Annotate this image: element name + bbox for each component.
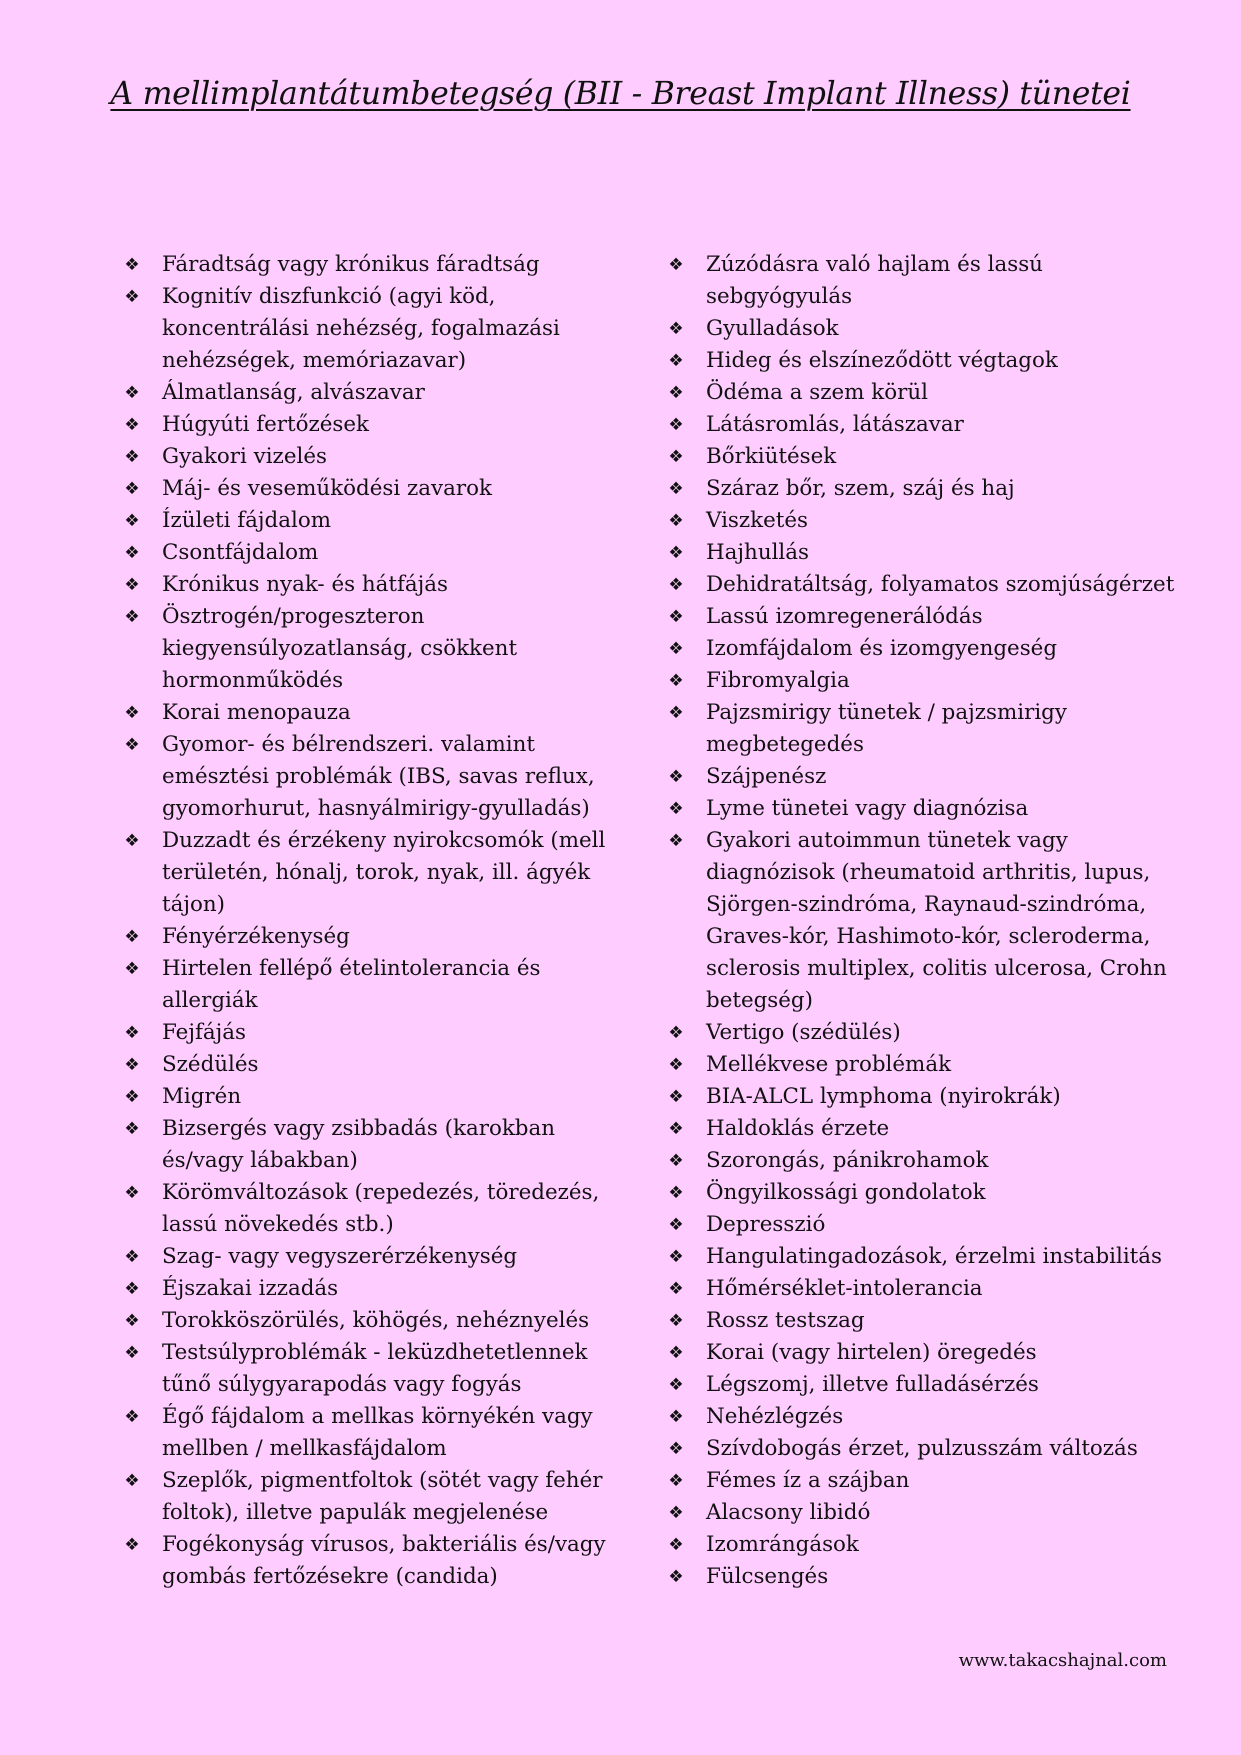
list-item-text: Hideg és elszíneződött végtagok [706,348,1058,373]
list-item [668,825,1188,1017]
list-item-text: Húgyúti fertőzések [162,412,370,437]
diamond-dots-bullet-icon: ❖ [124,927,140,947]
list-item [668,1561,1188,1593]
list-item [124,601,624,697]
list-item-text: Szívdobogás érzet, pulzusszám változás [706,1436,1138,1461]
list-item-text: Körömváltozások (repedezés, töredezés, lassú növekedés stb.) [162,1180,600,1237]
diamond-dots-bullet-icon: ❖ [124,1183,140,1203]
list-item-text: Kognitív diszfunkció (agyi köd, koncentrálási nehézség, fogalmazási nehézségek, memóriazavar) [162,284,560,373]
list-item-text: Fibromyalgia [706,668,850,693]
diamond-dots-bullet-icon: ❖ [124,1119,140,1139]
list-item-text: Gyomor- és bélrendszeri. valamint emésztési problémák (IBS, savas reflux, gyomorhurut, hasnyálmirigy-gyulladás) [162,732,595,821]
list-item [668,1241,1188,1273]
list-item-text: Szag- vagy vegyszerérzékenység [162,1244,518,1269]
diamond-dots-bullet-icon: ❖ [124,959,140,979]
list-item-text: Dehidratáltság, folyamatos szomjúságérzet [706,572,1175,597]
list-item-text: Duzzadt és érzékeny nyirokcsomók (mell területén, hónalj, torok, nyak, ill. ágyék tájon) [162,828,606,917]
diamond-dots-bullet-icon: ❖ [668,1087,684,1107]
list-item-text: Fogékonyság vírusos, bakteriális és/vagy gombás fertőzésekre (candida) [162,1532,606,1589]
list-item-text: Álmatlanság, alvászavar [162,380,425,405]
diamond-dots-bullet-icon: ❖ [668,351,684,371]
list-item [124,569,624,601]
list-item [124,697,624,729]
list-item-text: Máj- és veseműködési zavarok [162,476,492,501]
list-item [668,1529,1188,1561]
list-item-text: Krónikus nyak- és hátfájás [162,572,449,597]
list-item-text: Gyakori autoimmun tünetek vagy diagnózisok (rheumatoid arthritis, lupus, Sjörgen-szindróma, Raynaud-szindróma, Graves-kór, Hashimoto-kór, scleroderma, sclerosis multiplex, colitis ulcerosa, Crohn betegség) [706,828,1167,1013]
list-item [668,1049,1188,1081]
list-item [124,441,624,473]
symptom-list-left [124,249,624,1593]
diamond-dots-bullet-icon: ❖ [668,1311,684,1331]
page-title: A mellimplantátumbetegség (BII - Breast Implant Illness) tünetei [110,76,1131,112]
list-item [668,345,1188,377]
list-item-text: Korai (vagy hirtelen) öregedés [706,1340,1037,1365]
list-item-text: Migrén [162,1084,242,1109]
list-item [124,377,624,409]
list-item-text: Rossz testszag [706,1308,865,1333]
list-item-text: Haldoklás érzete [706,1116,890,1141]
diamond-dots-bullet-icon: ❖ [124,1343,140,1363]
list-item-text: Vertigo (szédülés) [706,1020,901,1045]
list-item-text: Lyme tünetei vagy diagnózisa [706,796,1029,821]
list-item-text: Szorongás, pánikrohamok [706,1148,989,1173]
list-item-text: Fáradtság vagy krónikus fáradtság [162,252,540,277]
diamond-dots-bullet-icon: ❖ [668,703,684,723]
diamond-dots-bullet-icon: ❖ [124,1535,140,1555]
diamond-dots-bullet-icon: ❖ [668,479,684,499]
list-item [124,1529,624,1593]
diamond-dots-bullet-icon: ❖ [668,1567,684,1587]
list-item [124,473,624,505]
diamond-dots-bullet-icon: ❖ [668,1023,684,1043]
list-item-text: Csontfájdalom [162,540,319,565]
list-item-text: Hőmérséklet-intolerancia [706,1276,983,1301]
list-item-text: Ösztrogén/progeszteron kiegyensúlyozatlanság, csökkent hormonműködés [162,604,518,693]
list-item [668,1433,1188,1465]
diamond-dots-bullet-icon: ❖ [124,1311,140,1331]
list-item-text: Gyulladások [706,316,839,341]
list-item [668,793,1188,825]
list-item-text: Fémes íz a szájban [706,1468,910,1493]
diamond-dots-bullet-icon: ❖ [668,415,684,435]
list-item [668,1177,1188,1209]
diamond-dots-bullet-icon: ❖ [668,1279,684,1299]
diamond-dots-bullet-icon: ❖ [668,831,684,851]
diamond-dots-bullet-icon: ❖ [124,1087,140,1107]
list-item-text: Éjszakai izzadás [162,1276,339,1301]
list-item [668,697,1188,761]
diamond-dots-bullet-icon: ❖ [668,1439,684,1459]
list-item-text: Bőrkiütések [706,444,837,469]
list-item-text: Fényérzékenység [162,924,350,949]
list-item-text: Pajzsmirigy tünetek / pajzsmirigy megbetegedés [706,700,1067,757]
diamond-dots-bullet-icon: ❖ [668,1215,684,1235]
list-item [668,1305,1188,1337]
list-item [668,409,1188,441]
list-item-text: Öngyilkossági gondolatok [706,1180,986,1205]
diamond-dots-bullet-icon: ❖ [124,383,140,403]
list-item-text: Bizsergés vagy zsibbadás (karokban és/vagy lábakban) [162,1116,556,1173]
list-item [124,1081,624,1113]
list-item [668,1465,1188,1497]
diamond-dots-bullet-icon: ❖ [668,447,684,467]
list-item [668,473,1188,505]
list-item [124,1113,624,1177]
diamond-dots-bullet-icon: ❖ [668,799,684,819]
list-item-text: Lassú izomregenerálódás [706,604,983,629]
diamond-dots-bullet-icon: ❖ [668,1055,684,1075]
list-item [668,1337,1188,1369]
list-item [124,537,624,569]
diamond-dots-bullet-icon: ❖ [124,831,140,851]
diamond-dots-bullet-icon: ❖ [668,1183,684,1203]
list-item-text: Hangulatingadozások, érzelmi instabilitás [706,1244,1162,1269]
diamond-dots-bullet-icon: ❖ [668,1119,684,1139]
diamond-dots-bullet-icon: ❖ [668,1151,684,1171]
list-item [668,665,1188,697]
diamond-dots-bullet-icon: ❖ [124,1279,140,1299]
diamond-dots-bullet-icon: ❖ [668,1471,684,1491]
footer-website-url: www.takacshajnal.com [958,1650,1167,1671]
list-item [668,1209,1188,1241]
list-item [668,313,1188,345]
diamond-dots-bullet-icon: ❖ [124,1055,140,1075]
list-item [668,1081,1188,1113]
diamond-dots-bullet-icon: ❖ [124,703,140,723]
list-item [668,1369,1188,1401]
list-item-text: Izomfájdalom és izomgyengeség [706,636,1058,661]
diamond-dots-bullet-icon: ❖ [124,511,140,531]
list-item-text: Zúzódásra való hajlam és lassú sebgyógyulás [706,252,1043,309]
list-item [668,249,1188,313]
diamond-dots-bullet-icon: ❖ [668,383,684,403]
list-item [124,1305,624,1337]
list-item-text: BIA-ALCL lymphoma (nyirokrák) [706,1084,1061,1109]
diamond-dots-bullet-icon: ❖ [668,511,684,531]
list-item [124,1017,624,1049]
list-item-text: Szédülés [162,1052,259,1077]
list-item [124,1273,624,1305]
diamond-dots-bullet-icon: ❖ [668,1535,684,1555]
list-item [124,249,624,281]
list-item [668,1017,1188,1049]
list-item-text: Égő fájdalom a mellkas környékén vagy mellben / mellkasfájdalom [162,1404,593,1461]
list-item [668,1145,1188,1177]
list-item-text: Korai menopauza [162,700,351,725]
list-item [668,569,1188,601]
diamond-dots-bullet-icon: ❖ [124,255,140,275]
list-item [668,1273,1188,1305]
diamond-dots-bullet-icon: ❖ [124,543,140,563]
list-item [124,1401,624,1465]
list-item-text: Légszomj, illetve fulladásérzés [706,1372,1039,1397]
list-item-text: Fülcsengés [706,1564,829,1589]
list-item [124,1337,624,1401]
diamond-dots-bullet-icon: ❖ [124,1471,140,1491]
diamond-dots-bullet-icon: ❖ [668,1375,684,1395]
diamond-dots-bullet-icon: ❖ [124,479,140,499]
diamond-dots-bullet-icon: ❖ [668,1407,684,1427]
diamond-dots-bullet-icon: ❖ [124,415,140,435]
list-item [668,377,1188,409]
diamond-dots-bullet-icon: ❖ [668,319,684,339]
list-item-text: Ízületi fájdalom [162,508,331,533]
diamond-dots-bullet-icon: ❖ [668,607,684,627]
list-item-text: Száraz bőr, szem, száj és haj [706,476,1015,501]
list-item-text: Szájpenész [706,764,827,789]
list-item [124,1049,624,1081]
diamond-dots-bullet-icon: ❖ [124,287,140,307]
list-item-text: Látásromlás, látászavar [706,412,964,437]
list-item [124,1177,624,1241]
list-item [668,633,1188,665]
list-item [668,505,1188,537]
list-item [668,537,1188,569]
list-item [124,953,624,1017]
list-item-text: Testsúlyproblémák - leküzdhetetlennek tűnő súlygyarapodás vagy fogyás [162,1340,588,1397]
diamond-dots-bullet-icon: ❖ [668,671,684,691]
list-item-text: Ödéma a szem körül [706,380,928,405]
list-item [124,825,624,921]
list-item-text: Alacsony libidó [706,1500,871,1525]
list-item [124,409,624,441]
diamond-dots-bullet-icon: ❖ [668,767,684,787]
list-item [668,1497,1188,1529]
diamond-dots-bullet-icon: ❖ [668,575,684,595]
diamond-dots-bullet-icon: ❖ [668,639,684,659]
diamond-dots-bullet-icon: ❖ [124,447,140,467]
list-item-text: Torokköszörülés, köhögés, nehéznyelés [162,1308,590,1333]
list-item [668,601,1188,633]
list-item [124,281,624,377]
diamond-dots-bullet-icon: ❖ [668,1503,684,1523]
list-item [668,761,1188,793]
list-item-text: Fejfájás [162,1020,246,1045]
list-item-text: Mellékvese problémák [706,1052,952,1077]
diamond-dots-bullet-icon: ❖ [124,1247,140,1267]
list-item-text: Szeplők, pigmentfoltok (sötét vagy fehér foltok), illetve papulák megjelenése [162,1468,603,1525]
list-item-text: Nehézlégzés [706,1404,844,1429]
diamond-dots-bullet-icon: ❖ [124,607,140,627]
list-item-text: Viszketés [706,508,809,533]
list-item-text: Hajhullás [706,540,810,565]
list-item [668,441,1188,473]
diamond-dots-bullet-icon: ❖ [668,255,684,275]
list-item-text: Depresszió [706,1212,826,1237]
list-item [124,1465,624,1529]
diamond-dots-bullet-icon: ❖ [124,735,140,755]
list-item [668,1113,1188,1145]
symptom-list-right [668,249,1188,1593]
list-item-text: Gyakori vizelés [162,444,327,469]
diamond-dots-bullet-icon: ❖ [124,1023,140,1043]
list-item [124,505,624,537]
list-item-text: Hirtelen fellépő ételintolerancia és allergiák [162,956,541,1013]
list-item [668,1401,1188,1433]
diamond-dots-bullet-icon: ❖ [668,1247,684,1267]
list-item [124,921,624,953]
diamond-dots-bullet-icon: ❖ [124,1407,140,1427]
diamond-dots-bullet-icon: ❖ [668,543,684,563]
diamond-dots-bullet-icon: ❖ [124,575,140,595]
diamond-dots-bullet-icon: ❖ [668,1343,684,1363]
list-item [124,729,624,825]
list-item-text: Izomrángások [706,1532,859,1557]
list-item [124,1241,624,1273]
